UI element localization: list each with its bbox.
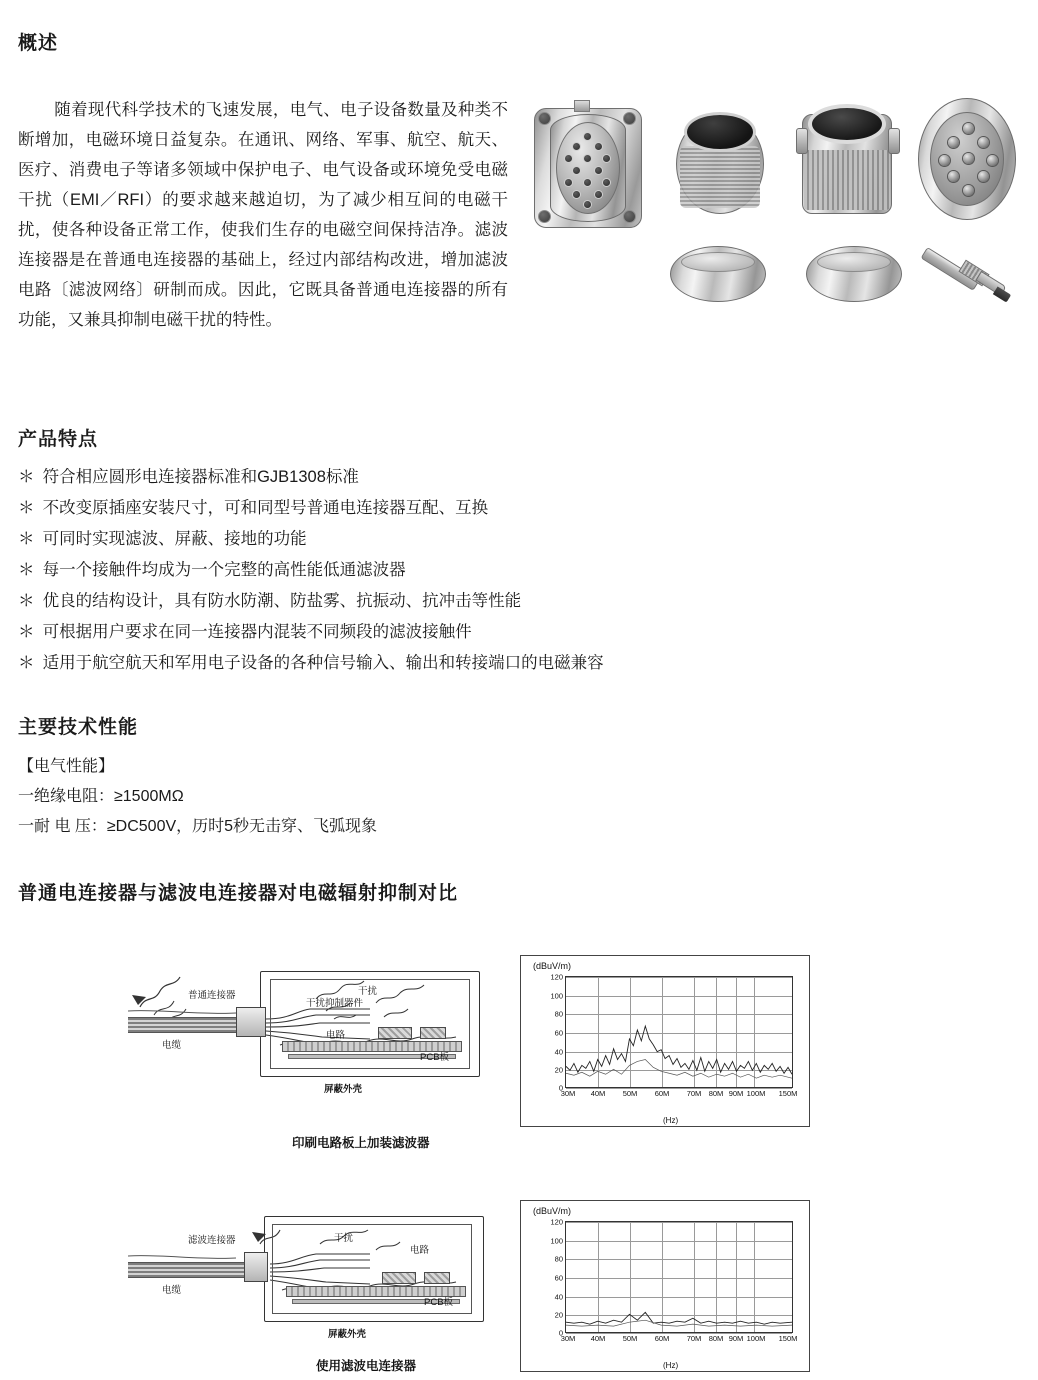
x-tick: 50M (622, 1334, 638, 1343)
chart-trace (566, 977, 792, 1087)
list-item-label: 可根据用户要求在同一连接器内混装不同频段的滤波接触件 (42, 623, 472, 641)
chart-trace (566, 1222, 792, 1332)
filter-connector-block (244, 1252, 268, 1282)
tech-line: 一耐 电 压：≥DC500V，历时5秒无击穿、飞弧现象 (18, 818, 378, 835)
list-item (18, 648, 978, 679)
x-tick: 60M (654, 1089, 670, 1098)
label-interference: 干扰 (358, 986, 378, 997)
label-pcb: PCB板 (424, 1297, 454, 1308)
square-flange-receptacle-image (534, 100, 644, 235)
list-item (18, 586, 978, 617)
bullet-star-icon: ＊ (18, 592, 35, 610)
list-item (18, 493, 978, 524)
schematic-ordinary (120, 955, 490, 1105)
label-pcb: PCB板 (420, 1052, 450, 1063)
nut-opening (808, 104, 886, 144)
bullet-star-icon: ＊ (18, 530, 35, 548)
chart-xlabel: (Hz) (663, 1361, 679, 1370)
y-tick: 20 (554, 1065, 563, 1075)
y-tick: 100 (550, 1236, 563, 1246)
x-tick: 50M (622, 1089, 638, 1098)
tech-line: 一绝缘电阻：≥1500MΩ (18, 788, 184, 805)
product-photo-collage (510, 78, 1020, 338)
label-circuit: 电路 (410, 1245, 430, 1256)
component-chip (424, 1272, 450, 1284)
list-item-label: 适用于航空航天和军用电子设备的各种信号输入、输出和转接端口的电磁兼容 (42, 654, 604, 672)
x-tick: 30M (560, 1089, 576, 1098)
component-chip (382, 1272, 416, 1284)
x-tick: 30M (560, 1334, 576, 1343)
y-tick: 60 (554, 1028, 563, 1038)
y-tick: 40 (554, 1047, 563, 1057)
chart-ylabel: (dBuV/m) (533, 1206, 572, 1216)
connector-block (236, 1007, 266, 1037)
cable-bundle (128, 1262, 256, 1278)
features-heading: 产品特点 (18, 429, 99, 450)
label-interference: 干扰 (334, 1233, 354, 1244)
comparison-block-filtered (0, 1200, 1038, 1380)
round-receptacle-image (918, 98, 1018, 223)
label-suppressor: 干扰抑制器件 (306, 998, 364, 1009)
chart-ylabel: (dBuV/m) (533, 961, 572, 971)
y-tick: 120 (550, 1217, 563, 1227)
mounting-hole-icon (623, 112, 636, 125)
x-tick: 40M (590, 1089, 606, 1098)
x-tick: 80M (708, 1089, 724, 1098)
threaded-shell-image (672, 106, 770, 221)
list-item (18, 524, 978, 555)
x-tick: 60M (654, 1334, 670, 1343)
label-shield: 屏蔽外壳 (324, 1084, 363, 1095)
comparison-block-ordinary (0, 955, 1038, 1155)
y-tick: 80 (554, 1009, 563, 1019)
filter-contact-pin-image (920, 238, 1024, 312)
bullet-star-icon: ＊ (18, 561, 35, 579)
spectrum-chart-filtered (520, 1200, 810, 1372)
y-tick: 20 (554, 1310, 563, 1320)
label-connector: 滤波连接器 (188, 1235, 236, 1246)
shell-opening (684, 112, 756, 152)
list-item-label: 每一个接触件均成为一个完整的高性能低通滤波器 (42, 561, 406, 579)
list-item-label: 不改变原插座安装尺寸，可和同型号普通电连接器互配、互换 (42, 499, 489, 517)
x-tick: 40M (590, 1334, 606, 1343)
mounting-hole-icon (623, 210, 636, 223)
schematic-filtered (120, 1200, 490, 1350)
x-tick: 150M (778, 1334, 798, 1343)
y-tick: 120 (550, 972, 563, 982)
bullet-star-icon: ＊ (18, 499, 35, 517)
y-tick: 80 (554, 1254, 563, 1264)
chart-xlabel: (Hz) (663, 1116, 679, 1125)
tech-performance-heading: 主要技术性能 (18, 717, 139, 738)
mounting-hole-icon (538, 210, 551, 223)
component-chip (378, 1027, 412, 1039)
list-item-label: 可同时实现滤波、屏蔽、接地的功能 (42, 530, 307, 548)
label-shield: 屏蔽外壳 (328, 1329, 367, 1340)
list-item-label: 优良的结构设计，具有防水防潮、防盐雾、抗振动、抗冲击等性能 (42, 592, 522, 610)
list-item-label: 符合相应圆形电连接器标准和GJB1308标准 (42, 468, 359, 486)
contact-face (556, 122, 620, 214)
overview-paragraph: 随着现代科学技术的飞速发展，电气、电子设备数量及种类不断增加，电磁环境日益复杂。在通讯、网络、军事、航空、航天、医疗、消费电子等诸多领域中保护电子、电气设备或环境免受电磁干扰（EMI／RFI）的要求越来越迫切，为了减少相互间的电磁干扰，使各种设备正常工作，使我们生存的电磁空间保持洁净。滤波连接器是在普通电连接器的基础上，经过内部结构改进，增加滤波电路〔滤波网络〕研制而成。因此，它既具备普通电连接器的所有功能，又兼具抑制电磁干扰的特性。 (18, 100, 508, 329)
thread-texture (680, 146, 760, 208)
knurl-texture (804, 150, 890, 210)
x-tick: 70M (686, 1334, 702, 1343)
bullet-star-icon: ＊ (18, 654, 35, 672)
component-chip (420, 1027, 446, 1039)
y-tick: 40 (554, 1292, 563, 1302)
x-tick: 70M (686, 1089, 702, 1098)
features-list (18, 462, 978, 679)
caption-ordinary: 印刷电路板上加装滤波器 (292, 1136, 430, 1150)
spectrum-chart-ordinary (520, 955, 810, 1127)
x-tick: 90M (728, 1334, 744, 1343)
x-tick: 80M (708, 1334, 724, 1343)
electrical-subtitle: 【电气性能】 (18, 758, 115, 775)
mounting-hole-icon (538, 112, 551, 125)
cable-clamp-right (888, 128, 900, 154)
label-cable: 电缆 (162, 1285, 182, 1296)
caption-filtered: 使用滤波电连接器 (316, 1359, 417, 1373)
list-item (18, 617, 978, 648)
list-item (18, 462, 978, 493)
list-item (18, 555, 978, 586)
x-tick: 90M (728, 1089, 744, 1098)
bullet-star-icon: ＊ (18, 623, 35, 641)
overview-heading: 概述 (18, 33, 59, 54)
label-cable: 电缆 (162, 1040, 182, 1051)
y-tick: 100 (550, 991, 563, 1001)
y-tick: 60 (554, 1273, 563, 1283)
x-tick: 100M (746, 1334, 766, 1343)
ring-a-image (670, 246, 766, 302)
bullet-star-icon: ＊ (18, 468, 35, 486)
key-tab (574, 100, 590, 112)
ring-b-image (806, 246, 902, 302)
x-tick: 150M (778, 1089, 798, 1098)
label-connector: 普通连接器 (188, 990, 236, 1001)
comparison-heading: 普通电连接器与滤波电连接器对电磁辐射抑制对比 (18, 883, 459, 904)
coupling-nut-image (798, 104, 898, 222)
tech-performance-block (18, 752, 718, 842)
label-circuit: 电路 (326, 1030, 346, 1041)
x-tick: 100M (746, 1089, 766, 1098)
chart-plot-area (550, 1217, 798, 1343)
chart-plot-area (550, 972, 798, 1098)
y-tick: 0 (558, 1083, 563, 1093)
cable-clamp-left (796, 128, 808, 154)
insert-face (930, 112, 1004, 206)
y-tick: 0 (558, 1328, 563, 1338)
